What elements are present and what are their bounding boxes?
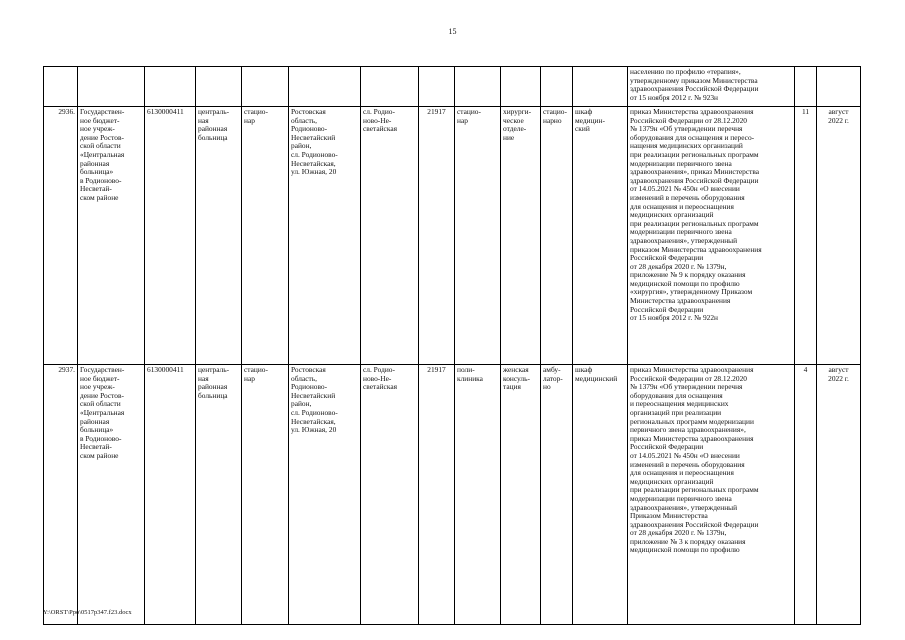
cell-org: Государствен- ное бюджет- ное учреж- дение Ростов- ской области «Центральная районная больница» в Родионово- Несветай- ском районе [78,107,145,365]
table-row [44,107,861,365]
cell-code: 21917 [419,107,455,365]
cell-settlement [361,67,419,107]
cell-profile [501,67,541,107]
cell-date: август 2022 г. [817,107,861,365]
cell-doc: приказ Министерства здравоохранения Российской Федерации от 28.12.2020 № 1379н «Об утверждении перечня оборудования для оснащения и переоснащения медицинских организаций при реализации региональных программ модернизации первичного звена здравоохранения», приказ Министерства здравоохранения Российской Федерации от 14.05.2021 № 450н «О внесении изменений в перечень оборудования для оснащения и переоснащения медицинских организаций при реализации региональных программ модернизации первичного звена здравоохранения», утвержденный Приказом Министерства здравоохранения Российской Федерации от 28 декабря 2020 г. № 1379н, приложение № 3 к порядку оказания медицинской помощи по профилю [628,365,795,625]
cell-cond: стацио- нар [242,107,289,365]
cell-address: Ростовская область, Родионово- Несветайский район, сл. Родионово- Несветайская, ул. Южная, 20 [289,365,361,625]
cell-org [78,67,145,107]
cell-code: 21917 [419,365,455,625]
cell-org: Государствен- ное бюджет- ное учреж- дение Ростов- ской области «Центральная районная больница» в Родионово- Несветай- ском районе [78,365,145,625]
cell-qty: 11 [795,107,817,365]
footer-file-path: Y:\ORST\Ppo\0517p347.f23.docx [43,609,132,616]
cell-equipment [573,67,628,107]
page-number: 15 [448,27,457,36]
cell-cond: стацио- нар [242,365,289,625]
cell-address: Ростовская область, Родионово- Несветайский район, сл. Родионово- Несветайская, ул. Южная, 20 [289,107,361,365]
cell-unit [455,67,501,107]
cell-doc: приказ Министерства здравоохранения Российской Федерации от 28.12.2020 № 1379н «Об утверждении перечня оборудования для оснащения и пересо- нащения медицинских организаций при реализации региональных программ модернизации первичного звена здравоохранения», приказ Министерства здравоохранения Российской Федерации от 14.05.2021 № 450н «О внесении изменений в перечень оборудования для оснащения и переоснащения медицинских организаций при реализации региональных программ модернизации первичного звена здравоохранения», утвержденный приказом Министерства здравоохранения Российской Федерации от 28 декабря 2020 г. № 1379н, приложение № 9 к порядку оказания медицинской помощи по профилю «хирургия», утвержденному Приказом Министерства здравоохранения Российской Федерации от 15 ноября 2012 г. № 922н [628,107,795,365]
cell-address [289,67,361,107]
cell-settlement: сл. Родио- ново-Не- светайская [361,365,419,625]
cell-profile: женская консуль- тация [501,365,541,625]
cell-unit: стацио- нар [455,107,501,365]
cell-type [196,67,242,107]
cell-cond [242,67,289,107]
cell-inn: 6130000411 [145,365,196,625]
cell-inn [145,67,196,107]
cell-type: централь- ная районная больница [196,365,242,625]
cell-care: амбу- латор- но [541,365,573,625]
cell-care: стацио- нарно [541,107,573,365]
cell-date: август 2022 г. [817,365,861,625]
table-row [44,365,861,625]
cell-date [817,67,861,107]
cell-doc: населению по профилю «терапия», утвержденному приказом Министерства здравоохранения Российской Федерации от 15 ноября 2012 г. № 923н [628,67,795,107]
cell-code [419,67,455,107]
table-row-continuation [44,67,861,107]
cell-type: централь- ная районная больница [196,107,242,365]
cell-qty: 4 [795,365,817,625]
cell-no: 2937. [44,365,78,625]
cell-unit: поли- клиника [455,365,501,625]
cell-no [44,67,78,107]
equipment-table [43,66,861,625]
cell-inn: 6130000411 [145,107,196,365]
cell-equipment: шкаф медицин- ский [573,107,628,365]
cell-qty [795,67,817,107]
cell-settlement: сл. Родио- ново-Не- светайская [361,107,419,365]
cell-equipment: шкаф медицинский [573,365,628,625]
cell-profile: хирурги- ческое отделе- ние [501,107,541,365]
cell-care [541,67,573,107]
cell-no: 2936. [44,107,78,365]
